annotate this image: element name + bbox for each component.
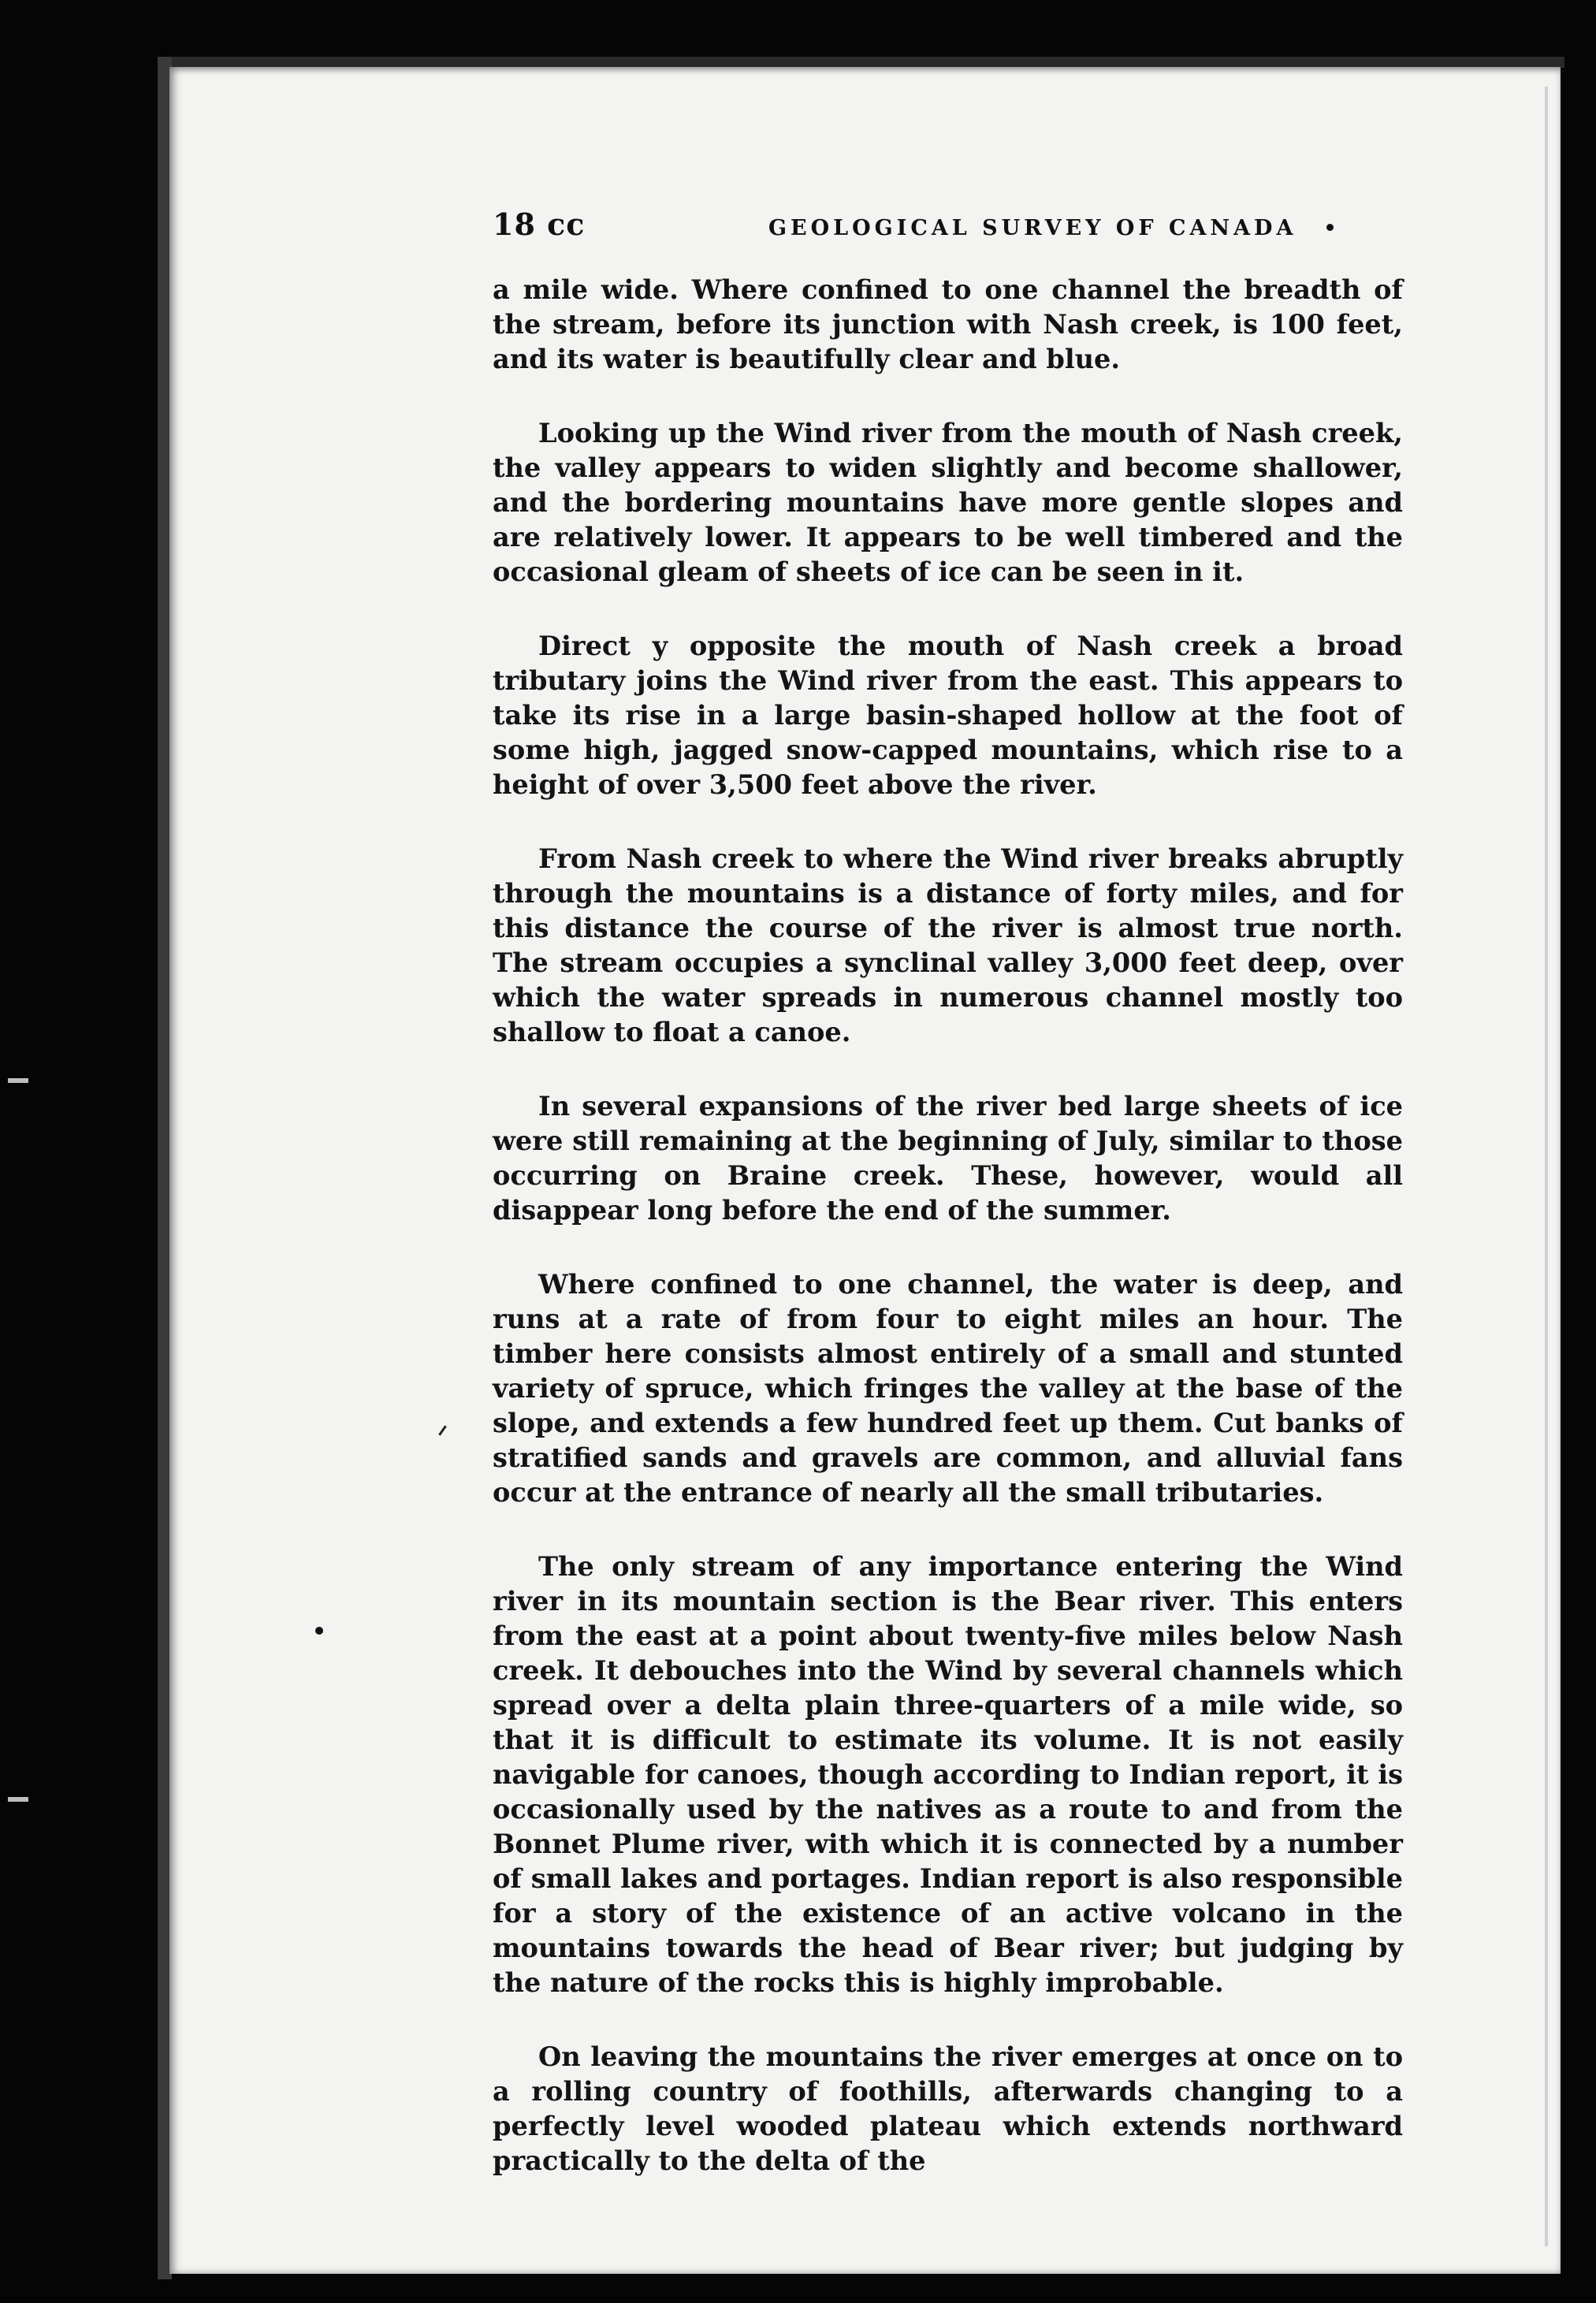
header-dot [1326,224,1334,231]
body-text [493,272,1403,2217]
page-number: 18 cc [493,206,586,242]
left-margin-mark [8,1078,28,1083]
paragraph: Direct y opposite the mouth of Nash creek a broad tributary joins the Wind river from the east. This appears to take its rise in a large basin-shaped hollow at the foot of some high, jagged snow-capped mountains, which rise to a height of over 3,500 feet above the river. [493,630,1403,800]
paragraph: Looking up the Wind river from the mouth of Nash creek, the valley appears to widen slightly and become shallower, and the bordering mountains have more gentle slopes and are relatively lower. It appears to be well timbered and the occasional gleam of sheets of ice can be seen in it. [493,417,1403,587]
paragraph: On leaving the mountains the river emerges at once on to a rolling country of foothills, afterwards changing to a perfectly level wooded plateau which extends northward practically to the delta of the [493,2041,1403,2176]
paragraph: The only stream of any importance entering the Wind river in its mountain section is the Bear river. This enters from the east at a point about twenty-five miles below Nash creek. It debouches into the Wind by several channels which spread over a delta plain three-quarters of a mile wide, so that it is difficult to estimate its volume. It is not easily navigable for canoes, though according to Indian report, it is occasionally used by the natives as a route to and from the Bonnet Plume river, with which it is connected by a number of small lakes and portages. Indian report is also responsible for a story of the existence of an active volcano in the mountains towards the head of Bear river; but judging by the nature of the rocks this is highly improbable. [493,1550,1403,1998]
page-header [493,206,1438,254]
paragraph: From Nash creek to where the Wind river breaks abruptly through the mountains is a distance of forty miles, and for this distance the course of the river is almost true north. The stream occupies a synclinal valley 3,000 feet deep, over which the water spreads in numerous channel mostly too shallow to float a canoe. [493,843,1403,1047]
page-top-edge [162,57,1564,68]
page-right-edge-line [1545,87,1548,2246]
left-margin-mark-lower [8,1797,28,1802]
paragraph: In several expansions of the river bed large sheets of ice were still remaining at the beginning of July, similar to those occurring on Braine creek. These, however, would all disappear long before the end of the summer. [493,1090,1403,1226]
paragraph: a mile wide. Where confined to one channel the breadth of the stream, before its junction with Nash creek, is 100 feet, and its water is beautifully clear and blue. [493,273,1403,374]
running-title: GEOLOGICAL SURVEY OF CANADA [768,216,1297,240]
margin-dot [315,1627,323,1635]
paragraph: Where confined to one channel, the water is deep, and runs at a rate of from four to eight miles an hour. The timber here consists almost entirely of a small and stunted variety of spruce, which fringes the valley at the base of the slope, and extends a few hundred feet up them. Cut banks of stratified sands and gravels are common, and alluvial fans occur at the entrance of nearly all the small tributaries. [493,1268,1403,1508]
